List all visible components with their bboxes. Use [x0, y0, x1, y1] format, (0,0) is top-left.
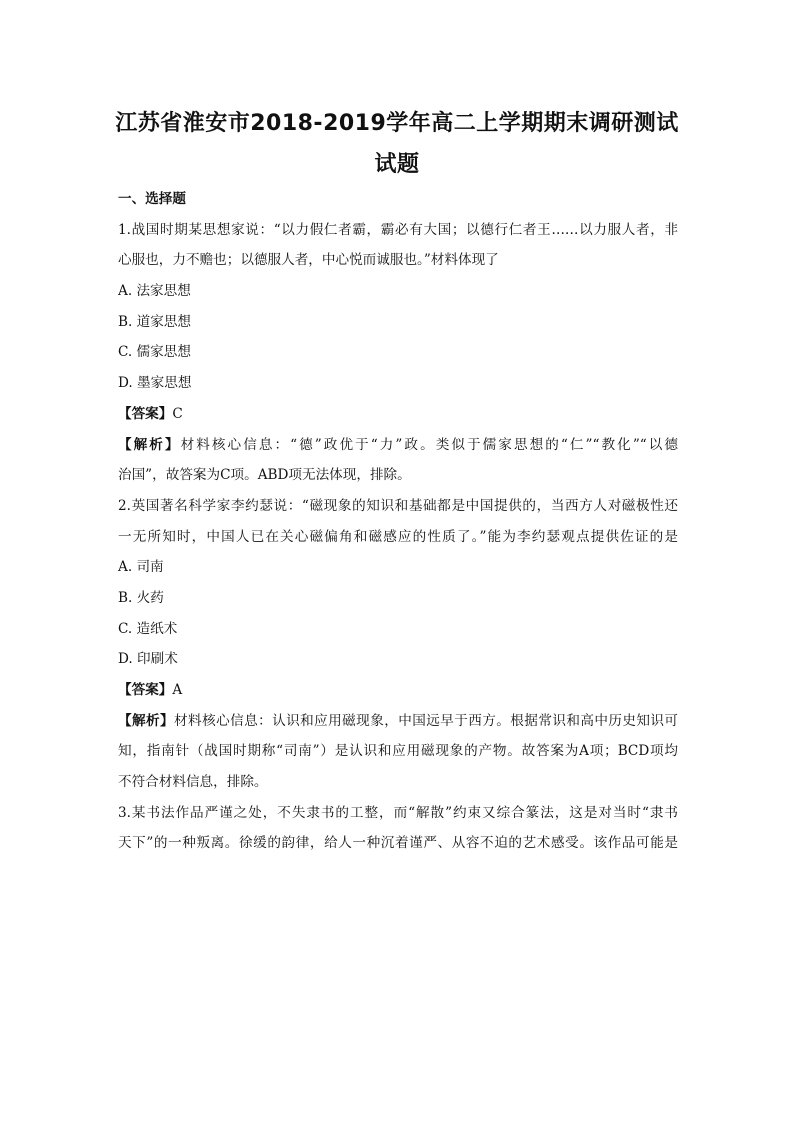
question-1-option-c: C. 儒家思想	[118, 344, 191, 361]
question-2-analysis-line-2: 知，指南针（战国时期称“司南”）是认识和应用磁现象的产物。故答案为A项；BCD项均	[118, 743, 678, 760]
answer-value: C	[172, 405, 183, 422]
document-title: 江苏省淮安市2018-2019学年高二上学期期末调研测试	[115, 111, 679, 136]
question-2-analysis-line-1	[118, 706, 678, 737]
question-1-analysis-line-2: 治国”，故答案为C项。ABD项无法体现，排除。	[118, 467, 411, 484]
question-3-stem-line-2: 天下”的一种叛离。徐缓的韵律，给人一种沉着谨严、从容不迫的艺术感受。该作品可能是	[118, 835, 678, 852]
document-body	[118, 184, 678, 859]
question-2-answer	[118, 675, 678, 706]
question-1-analysis-line-1	[118, 430, 678, 461]
question-1-option-a: A. 法家思想	[118, 283, 191, 300]
analysis-text: 材料核心信息：认识和应用磁现象，中国远早于西方。根据常识和高中历史知识可	[174, 712, 678, 729]
analysis-label: 【解析】	[118, 436, 181, 453]
answer-label: 【答案】	[118, 405, 173, 422]
question-2-option-d: D. 印刷术	[118, 651, 178, 668]
document-title-continued: 试题	[374, 152, 420, 177]
question-3-stem-line-1: 3.某书法作品严谨之处，不失隶书的工整，而“解散”约束又综合篆法，这是对当时“隶书	[118, 804, 678, 821]
question-2-option-b: B. 火药	[118, 589, 164, 606]
question-2-stem-line-2: 一无所知时，中国人已在关心磁偏角和磁感应的性质了。”能为李约瑟观点提供佐证的是	[118, 528, 678, 545]
question-2-analysis-line-3: 不符合材料信息，排除。	[118, 774, 268, 791]
question-1-answer	[118, 399, 678, 430]
analysis-label: 【解析】	[118, 712, 175, 729]
question-2-option-a: A. 司南	[118, 559, 164, 576]
question-1-option-d: D. 墨家思想	[118, 375, 192, 392]
question-2-option-c: C. 造纸术	[118, 620, 178, 637]
answer-label: 【答案】	[118, 682, 173, 698]
question-1-option-b: B. 道家思想	[118, 313, 192, 330]
question-2-stem-line-1: 2.英国著名科学家李约瑟说：“磁现象的知识和基础都是中国提供的，当西方人对磁极性还	[118, 497, 678, 514]
question-1-stem-line-2: 心服也，力不赡也；以德服人者，中心悦而诚服也。”材料体现了	[118, 252, 499, 269]
answer-value: A	[172, 682, 183, 698]
analysis-text: 材料核心信息：“德”政优于“力”政。类似于儒家思想的“仁”“教化”“以德	[180, 436, 678, 453]
section-heading: 一、选择题	[118, 191, 186, 207]
question-1-stem-line-1: 1.战国时期某思想家说：“以力假仁者霸，霸必有大国；以德行仁者王……以力服人者，非	[118, 221, 678, 238]
